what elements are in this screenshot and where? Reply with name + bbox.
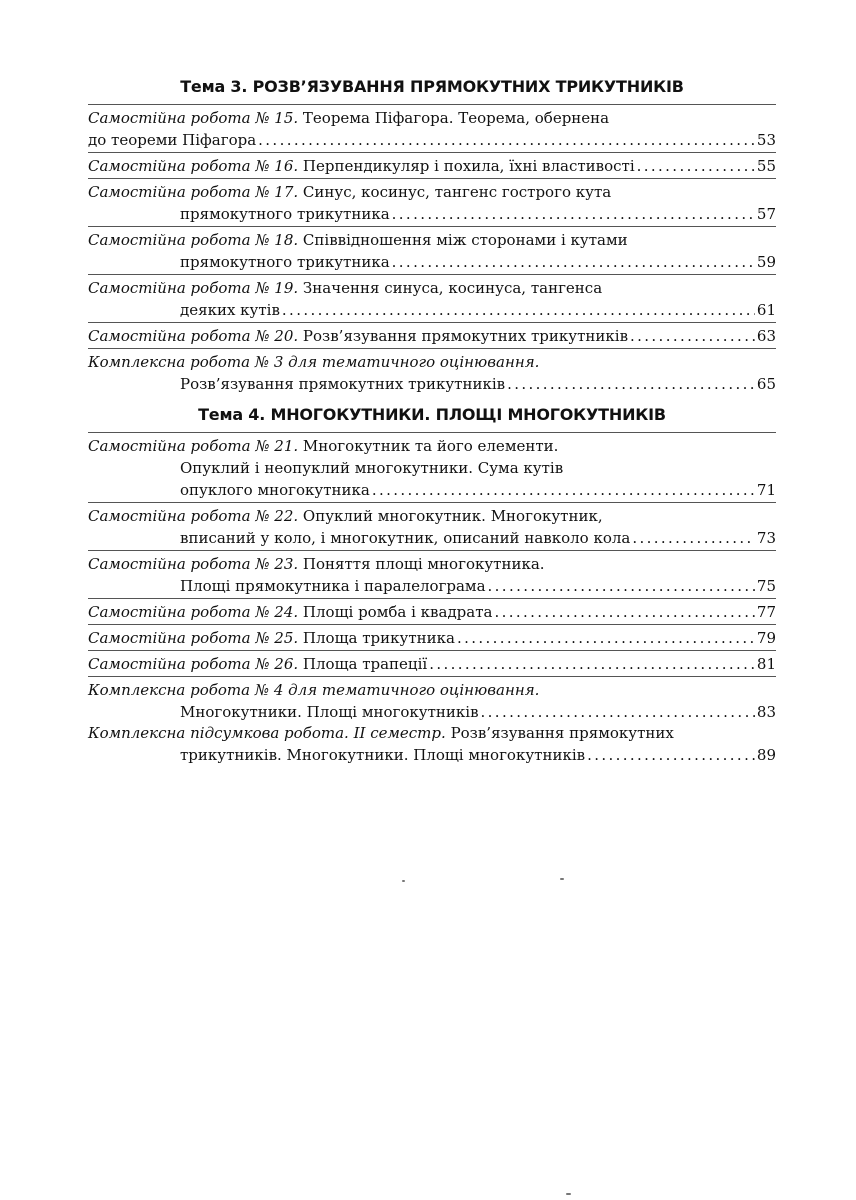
page-number: 73 xyxy=(756,529,776,547)
entry-label: Самостійна робота № 19. xyxy=(88,279,299,297)
page-number: 83 xyxy=(756,703,776,721)
entry-text: Теорема Піфагора. Теорема, обернена xyxy=(302,109,610,127)
page-number: 77 xyxy=(756,603,776,621)
page-number: 57 xyxy=(756,205,776,223)
entry-text: Синус, косинус, тангенс гострого кута xyxy=(302,183,612,201)
theme-3-section xyxy=(88,76,776,396)
page-number: 65 xyxy=(756,375,776,393)
scan-speck xyxy=(402,880,405,882)
entry-text: Розв’язування прямокутних трикутників xyxy=(302,327,629,345)
page-number: 53 xyxy=(756,131,776,149)
entry-label: Самостійна робота № 16. xyxy=(88,157,299,175)
entry-text: деяких кутів xyxy=(180,301,280,319)
toc-entry-17[interactable] xyxy=(88,178,776,226)
entry-label: Самостійна робота № 21. xyxy=(88,437,299,455)
entry-label: Самостійна робота № 26. xyxy=(88,655,299,673)
page-number: 59 xyxy=(756,253,776,271)
entry-label: Самостійна робота № 18. xyxy=(88,231,299,249)
entry-text: опуклого многокутника xyxy=(180,481,370,499)
entry-text: Перпендикуляр і похила, їхні властивості xyxy=(302,157,635,175)
toc-entry-final[interactable] xyxy=(88,720,776,767)
final-work-section xyxy=(88,720,776,767)
entry-text: Многокутники. Площі многокутників xyxy=(180,703,479,721)
entry-text: прямокутного трикутника xyxy=(180,205,390,223)
entry-label: Самостійна робота № 23. xyxy=(88,555,299,573)
entry-label: Комплексна робота № 3 для тематичного оцінювання. xyxy=(88,353,540,371)
entry-text: Площа трикутника xyxy=(302,629,455,647)
entry-text: Співвідношення між сторонами і кутами xyxy=(302,231,628,249)
page-number: 75 xyxy=(756,577,776,595)
theme-3-title: Тема 3. РОЗВ’ЯЗУВАННЯ ПРЯМОКУТНИХ ТРИКУТНИКІВ xyxy=(180,77,684,96)
toc-entry-26[interactable] xyxy=(88,650,776,676)
entry-text: Опуклий многокутник. Многокутник, xyxy=(302,507,603,525)
page-number: 81 xyxy=(756,655,776,673)
page-number: 61 xyxy=(756,301,776,319)
entry-label: Самостійна робота № 15. xyxy=(88,109,299,127)
toc-entry-18[interactable] xyxy=(88,226,776,274)
entry-text: Многокутник та його елементи. xyxy=(302,437,559,455)
toc-entry-24[interactable] xyxy=(88,598,776,624)
entry-text: вписаний у коло, і многокутник, описаний навколо кола xyxy=(180,529,631,547)
toc-entry-25[interactable] xyxy=(88,624,776,650)
toc-entry-21[interactable] xyxy=(88,432,776,502)
entry-text: Розв’язування прямокутних xyxy=(450,724,674,742)
toc-entry-23[interactable] xyxy=(88,550,776,598)
page-number: 89 xyxy=(756,746,776,764)
page-number: 79 xyxy=(756,629,776,647)
entry-label: Комплексна підсумкова робота. ІІ семестр. xyxy=(88,724,446,742)
theme-4-section xyxy=(88,404,776,724)
entry-label: Комплексна робота № 4 для тематичного оцінювання. xyxy=(88,681,540,699)
toc-entry-complex-3[interactable] xyxy=(88,348,776,396)
entry-text: Розв’язування прямокутних трикутників xyxy=(180,375,506,393)
toc-entry-20[interactable] xyxy=(88,322,776,348)
entry-label: Самостійна робота № 20. xyxy=(88,327,299,345)
entry-text: Поняття площі многокутника. xyxy=(302,555,545,573)
toc-entry-19[interactable] xyxy=(88,274,776,322)
theme-4-title: Тема 4. МНОГОКУТНИКИ. ПЛОЩІ МНОГОКУТНИКІВ xyxy=(198,405,666,424)
entry-text: до теореми Піфагора xyxy=(88,131,257,149)
entry-text: Площі ромба і квадрата xyxy=(302,603,493,621)
page-number: 55 xyxy=(756,157,776,175)
scan-speck xyxy=(566,1193,571,1195)
page-number: 63 xyxy=(756,327,776,345)
entry-label: Самостійна робота № 25. xyxy=(88,629,299,647)
entry-label: Самостійна робота № 24. xyxy=(88,603,299,621)
entry-text: Площі прямокутника і паралелограма xyxy=(180,577,486,595)
toc-entry-16[interactable] xyxy=(88,152,776,178)
toc-entry-15[interactable] xyxy=(88,104,776,152)
entry-text: Опуклий і неопуклий многокутники. Сума кутів xyxy=(180,459,564,477)
entry-text: прямокутного трикутника xyxy=(180,253,390,271)
toc-entry-complex-4[interactable] xyxy=(88,676,776,724)
entry-text: Значення синуса, косинуса, тангенса xyxy=(302,279,603,297)
toc-entry-22[interactable] xyxy=(88,502,776,550)
entry-label: Самостійна робота № 17. xyxy=(88,183,299,201)
entry-text: трикутників. Многокутники. Площі многокутників xyxy=(180,746,586,764)
entry-text: Площа трапеції xyxy=(302,655,428,673)
scan-speck xyxy=(560,878,564,880)
page-number: 71 xyxy=(756,481,776,499)
entry-label: Самостійна робота № 22. xyxy=(88,507,299,525)
